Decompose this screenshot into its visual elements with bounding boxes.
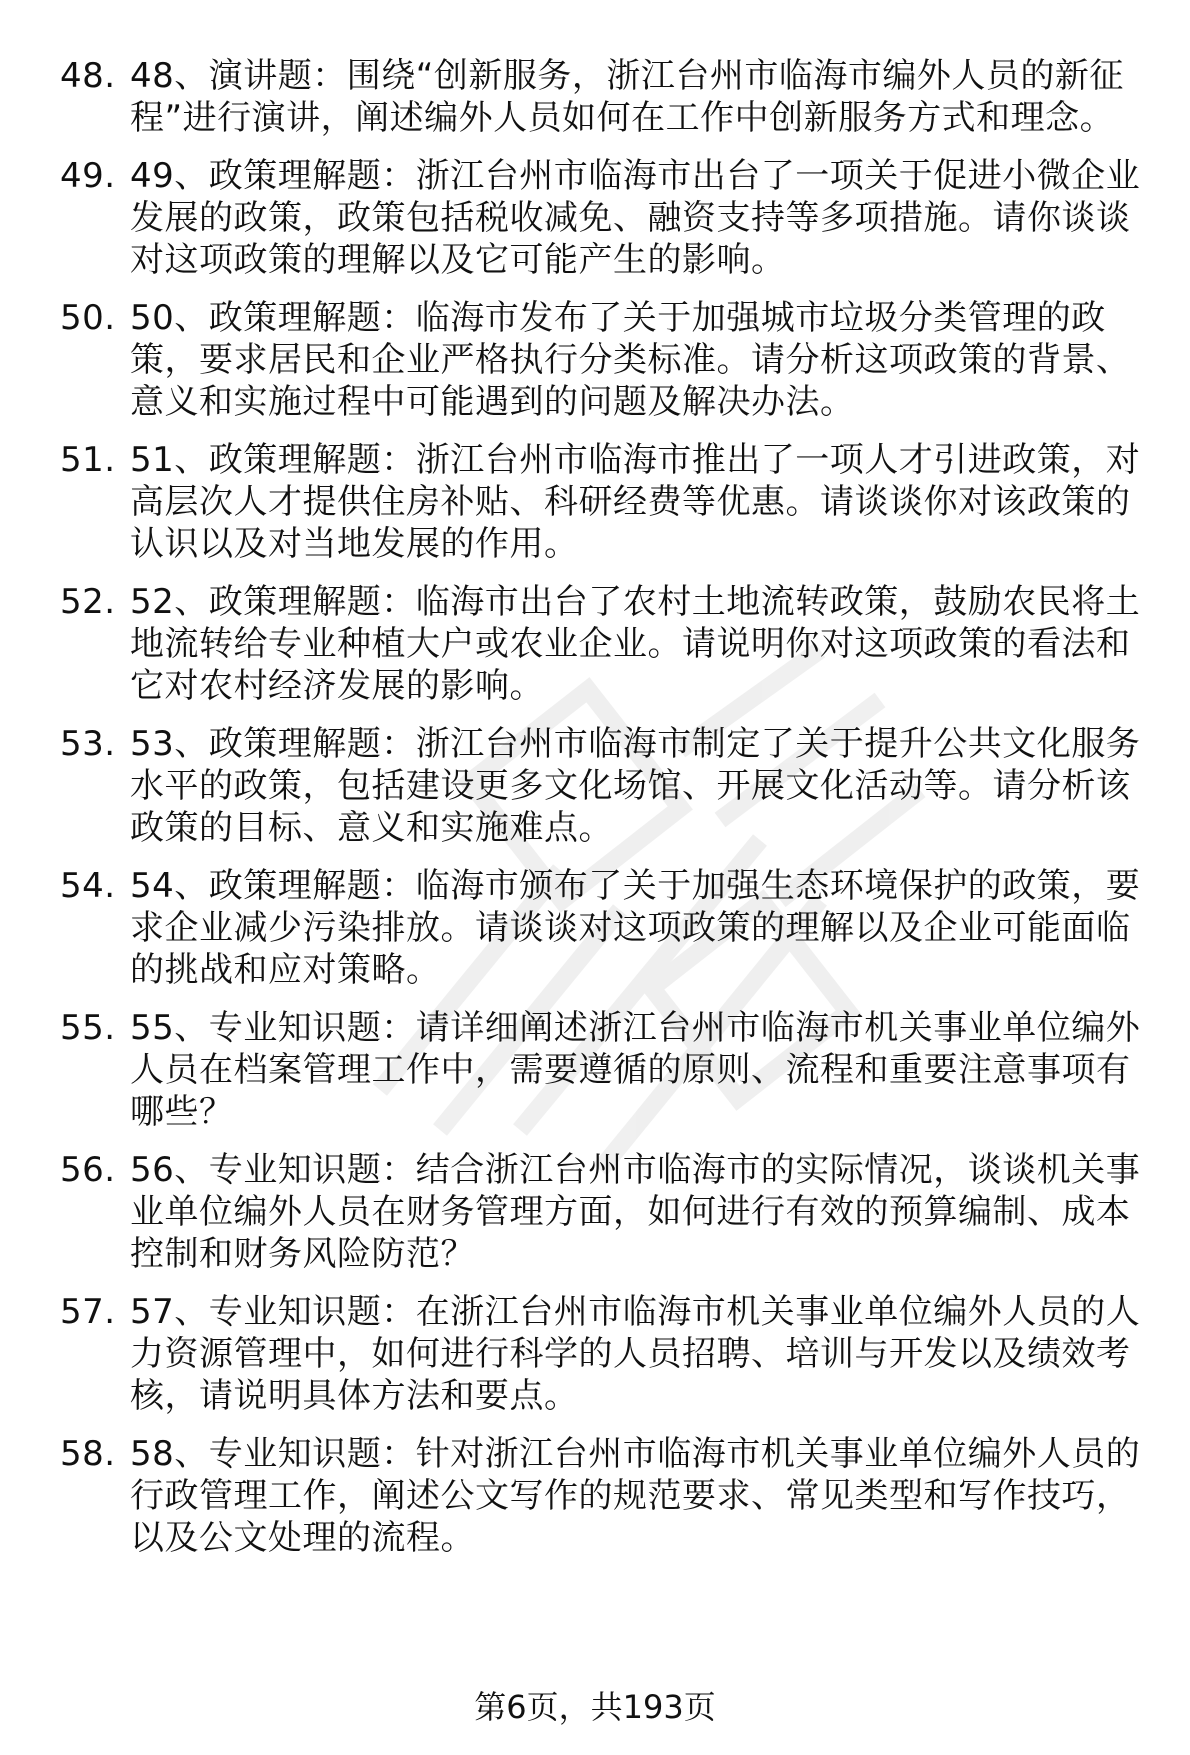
question-text: 58、专业知识题：针对浙江台州市临海市机关事业单位编外人员的行政管理工作，阐述公文写作的规范要求、常见类型和写作技巧，以及公文处理的流程。 (130, 1434, 1141, 1558)
question-text: 56、专业知识题：结合浙江台州市临海市的实际情况，谈谈机关事业单位编外人员在财务管理方面，如何进行有效的预算编制、成本控制和财务风险防范？ (130, 1150, 1141, 1274)
list-item (60, 865, 1160, 991)
page-footer: 第6页，共193页 (474, 1688, 716, 1726)
question-number: 54. (60, 866, 116, 906)
question-number: 51. (60, 440, 116, 480)
question-number: 56. (60, 1150, 116, 1190)
list-item (60, 155, 1160, 281)
list-item (60, 297, 1160, 423)
question-number: 55. (60, 1008, 116, 1048)
question-number: 48. (60, 56, 116, 96)
question-text: 55、专业知识题：请详细阐述浙江台州市临海市机关事业单位编外人员在档案管理工作中，需要遵循的原则、流程和重要注意事项有哪些？ (130, 1008, 1141, 1132)
list-item (60, 1149, 1160, 1275)
question-list (60, 55, 1160, 1575)
question-number: 53. (60, 724, 116, 764)
question-text: 54、政策理解题：临海市颁布了关于加强生态环境保护的政策，要求企业减少污染排放。请谈谈对这项政策的理解以及企业可能面临的挑战和应对策略。 (130, 866, 1141, 990)
question-text: 51、政策理解题：浙江台州市临海市推出了一项人才引进政策，对高层次人才提供住房补贴、科研经费等优惠。请谈谈你对该政策的认识以及对当地发展的作用。 (130, 440, 1141, 564)
question-number: 58. (60, 1434, 116, 1474)
question-text: 50、政策理解题：临海市发布了关于加强城市垃圾分类管理的政策，要求居民和企业严格执行分类标准。请分析这项政策的背景、意义和实施过程中可能遇到的问题及解决办法。 (130, 298, 1131, 422)
list-item (60, 723, 1160, 849)
list-item (60, 581, 1160, 707)
question-text: 49、政策理解题：浙江台州市临海市出台了一项关于促进小微企业发展的政策，政策包括税收减免、融资支持等多项措施。请你谈谈对这项政策的理解以及它可能产生的影响。 (130, 156, 1141, 280)
question-text: 53、政策理解题：浙江台州市临海市制定了关于提升公共文化服务水平的政策，包括建设更多文化场馆、开展文化活动等。请分析该政策的目标、意义和实施难点。 (130, 724, 1141, 848)
question-text: 57、专业知识题：在浙江台州市临海市机关事业单位编外人员的人力资源管理中，如何进行科学的人员招聘、培训与开发以及绩效考核，请说明具体方法和要点。 (130, 1292, 1141, 1416)
question-number: 49. (60, 156, 116, 196)
question-text: 52、政策理解题：临海市出台了农村土地流转政策，鼓励农民将土地流转给专业种植大户或农业企业。请说明你对这项政策的看法和它对农村经济发展的影响。 (130, 582, 1141, 706)
list-item (60, 1007, 1160, 1133)
list-item (60, 1433, 1160, 1559)
question-number: 52. (60, 582, 116, 622)
question-number: 50. (60, 298, 116, 338)
list-item (60, 439, 1160, 565)
question-text: 48、演讲题：围绕“创新服务，浙江台州市临海市编外人员的新征程”进行演讲，阐述编外人员如何在工作中创新服务方式和理念。 (130, 56, 1124, 138)
list-item (60, 55, 1160, 139)
list-item (60, 1291, 1160, 1417)
question-number: 57. (60, 1292, 116, 1332)
